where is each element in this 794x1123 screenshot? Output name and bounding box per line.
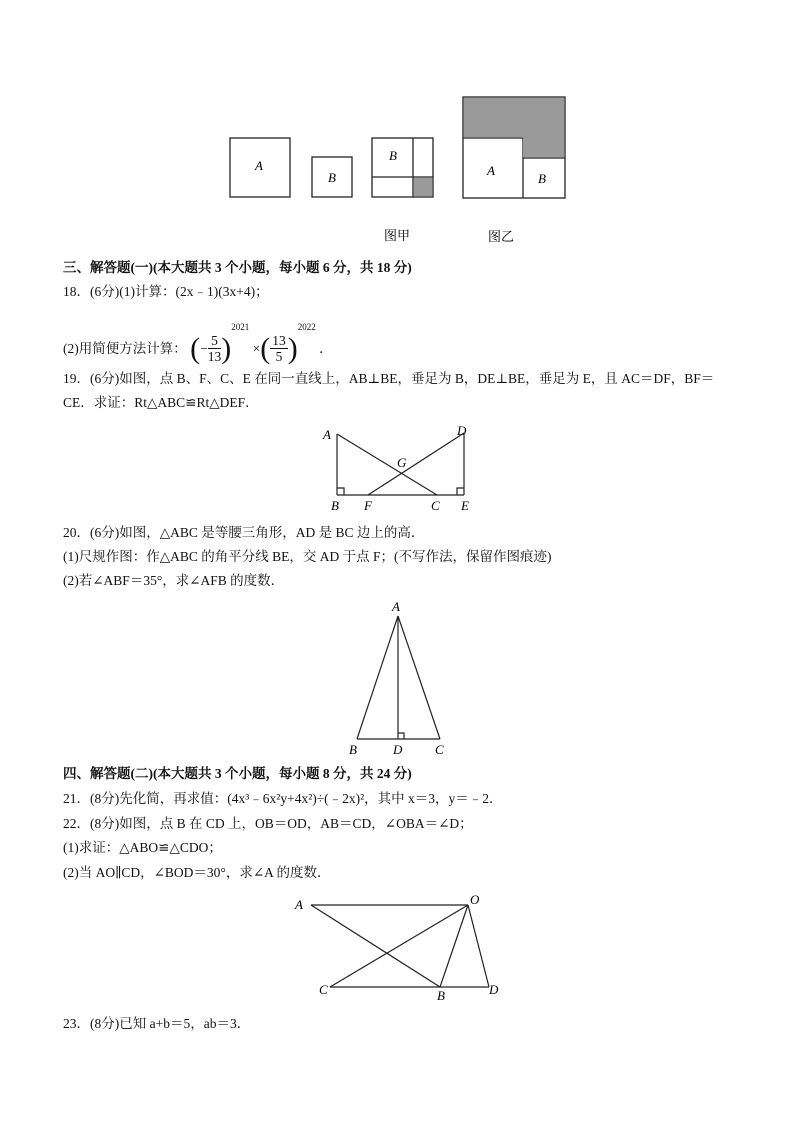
q19-label-c: C (431, 498, 440, 513)
q22-line3: (2)当 AO∥CD，∠BOD＝30°，求∠A 的度数． (63, 865, 331, 880)
label-a-yi: A (487, 163, 495, 178)
q19-label-b: B (331, 498, 339, 513)
q20-label-b: B (349, 742, 357, 757)
label-a: A (255, 158, 263, 173)
q22-label-b: B (437, 988, 445, 1003)
q22-label-o: O (470, 892, 480, 907)
q22-line2: (1)求证：△ABO≌△CDO； (63, 840, 222, 855)
caption-yi: 图乙 (488, 229, 515, 244)
q22-label-a: A (295, 897, 303, 912)
figure-q22 (290, 890, 510, 1010)
q20-label-d: D (393, 742, 403, 757)
label-b: B (328, 170, 336, 185)
q19-label-a: A (323, 427, 331, 442)
q20-label-a: A (392, 599, 400, 614)
q20-line1: 20．(6分)如图，△ABC 是等腰三角形，AD 是 BC 边上的高． (63, 525, 425, 540)
q18-part1: 18．(6分)(1)计算：(2x﹣1)(3x+4)； (63, 284, 269, 299)
shaded-small-square (414, 178, 433, 197)
q22-line1: 22．(8分)如图，点 B 在 CD 上，OB＝OD，AB＝CD，∠OBA＝∠D； (63, 816, 473, 831)
caption-jia: 图甲 (384, 228, 411, 243)
q18-fraction-2: $\frac{13}{5}$ (272, 333, 286, 365)
q19-line2: CE．求证：Rt△ABC≌Rt△DEF． (63, 395, 259, 410)
q22-label-c: C (319, 982, 328, 997)
q19-label-d: D (457, 423, 467, 438)
q20-line2: (1)尺规作图：作△ABC 的角平分线 BE，交 AD 于点 F；(不写作法，保留作图痕迹) (63, 549, 552, 564)
q18-part2-prefix: (2)用简便方法计算： (63, 340, 187, 356)
section-4-header: 四、解答题(二)(本大题共 3 个小题，每小题 8 分，共 24 分) (63, 766, 412, 781)
q20-line3: (2)若∠ABF＝35°，求∠AFB 的度数． (63, 573, 285, 588)
q19-label-e: E (461, 498, 469, 513)
q19-label-g: G (397, 455, 407, 470)
figure-squares (0, 0, 794, 250)
label-b-jia: B (389, 148, 397, 163)
q18-exp-2: 2022 (297, 322, 316, 332)
q18-fraction-1: $\frac{5}{13}$ (207, 333, 222, 365)
q21-line1: 21．(8分)先化简，再求值：(4x³﹣6x²y+4x²)÷(﹣2x)²，其中 x＝3，y＝﹣2． (63, 791, 503, 806)
q20-label-c: C (435, 742, 444, 757)
q18-exp-1: 2021 (231, 322, 250, 332)
label-b-yi: B (538, 171, 546, 186)
figure-q20 (340, 596, 460, 761)
q19-label-f: F (364, 498, 372, 513)
figure-q19 (300, 420, 500, 520)
q19-line1: 19．(6分)如图，点 B、F、C、E 在同一直线上，AB⊥BE，垂足为 B，DE⊥BE，垂足为 E，且 AC＝DF，BF＝ (63, 371, 715, 386)
shaded-l-region (464, 98, 565, 158)
section-3-header: 三、解答题(一)(本大题共 3 个小题，每小题 6 分，共 18 分) (63, 260, 412, 275)
q22-label-d: D (489, 982, 499, 997)
q18-part2: (2)用简便方法计算： (− $\frac{5}{13}$ )$^{2021}$ ×( $\frac{13}{5}$ )$^{2022}$ ． (63, 322, 333, 365)
q23-line1: 23．(8分)已知 a+b＝5，ab＝3． (63, 1016, 251, 1031)
